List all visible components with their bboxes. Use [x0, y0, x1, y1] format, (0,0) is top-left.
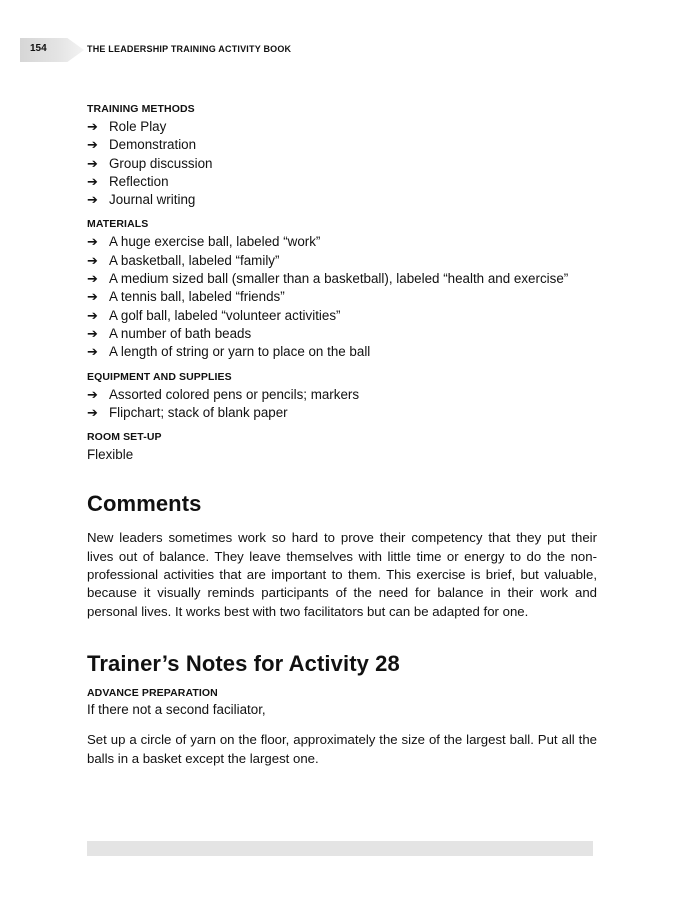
arrow-right-icon: ➔ — [87, 404, 98, 420]
list-item — [87, 155, 597, 173]
page-header — [0, 38, 678, 62]
list-item — [87, 173, 597, 191]
list-item — [87, 307, 597, 325]
list-item — [87, 343, 597, 361]
footer-bar — [87, 841, 593, 856]
list-item-text: Reflection — [109, 173, 169, 189]
trainer-notes-heading: Trainer’s Notes for Activity 28 — [87, 651, 400, 677]
list-item-text: A basketball, labeled “family” — [109, 252, 280, 268]
book-title: THE LEADERSHIP TRAINING ACTIVITY BOOK — [87, 44, 292, 54]
list-item — [87, 404, 597, 422]
arrow-right-icon: ➔ — [87, 137, 98, 153]
room-setup-value: Flexible — [87, 447, 134, 463]
list-item — [87, 191, 597, 209]
arrow-right-icon: ➔ — [87, 119, 98, 134]
list-item-text: A tennis ball, labeled “friends” — [109, 289, 285, 305]
list-item — [87, 136, 597, 154]
arrow-right-icon: ➔ — [87, 386, 98, 402]
list-item-text: Group discussion — [109, 155, 213, 171]
arrow-right-icon: ➔ — [87, 234, 98, 250]
list-item-text: Role Play — [109, 119, 167, 134]
materials-list — [87, 233, 597, 361]
list-item — [87, 118, 597, 136]
arrow-right-icon: ➔ — [87, 344, 98, 360]
list-item — [87, 252, 597, 270]
list-item-text: A medium sized ball (smaller than a basketball), labeled “health and exercise” — [109, 271, 569, 287]
arrow-right-icon: ➔ — [87, 307, 98, 323]
room-setup-label: ROOM SET-UP — [87, 431, 162, 444]
list-item — [87, 288, 597, 306]
page-number: 154 — [30, 43, 47, 54]
list-item-text: A huge exercise ball, labeled “work” — [109, 234, 321, 250]
advance-preparation-paragraph: Set up a circle of yarn on the floor, approximately the size of the largest ball. Put all the balls in a basket except the largest one. — [87, 732, 597, 766]
list-item-text: A golf ball, labeled “volunteer activities” — [109, 307, 341, 323]
arrow-right-icon: ➔ — [87, 192, 98, 208]
equipment-label: EQUIPMENT AND SUPPLIES — [87, 370, 232, 383]
list-item-text: A number of bath beads — [109, 325, 252, 341]
list-item-text: A length of string or yarn to place on the ball — [109, 344, 371, 360]
equipment-list — [87, 386, 597, 423]
list-item-text: Assorted colored pens or pencils; markers — [109, 386, 360, 402]
advance-preparation-line: If there not a second faciliator, — [87, 702, 266, 718]
list-item — [87, 233, 597, 251]
arrow-right-icon: ➔ — [87, 271, 98, 287]
arrow-right-icon: ➔ — [87, 289, 98, 305]
list-item-text: Journal writing — [109, 192, 196, 208]
advance-preparation-label: ADVANCE PREPARATION — [87, 687, 218, 700]
materials-label: MATERIALS — [87, 218, 149, 231]
comments-paragraph: New leaders sometimes work so hard to prove their competency that they put their lives out of balance. They leave themselves with little time or energy to do the non-professional activities that are important to them. This exercise is brief, but valuable, because it visually reminds participants of the need for balance in their work and personal lives. It works best with two facilitators but can be adapted for one. — [87, 530, 597, 619]
list-item — [87, 386, 597, 404]
comments-heading: Comments — [87, 491, 202, 517]
page-content — [87, 103, 597, 768]
arrow-right-icon: ➔ — [87, 252, 98, 268]
list-item-text: Flipchart; stack of blank paper — [109, 404, 288, 420]
arrow-right-icon: ➔ — [87, 155, 98, 171]
training-methods-list — [87, 118, 597, 209]
list-item — [87, 270, 597, 288]
list-item — [87, 325, 597, 343]
arrow-right-icon: ➔ — [87, 173, 98, 189]
arrow-right-icon: ➔ — [87, 325, 98, 341]
list-item-text: Demonstration — [109, 137, 197, 153]
training-methods-label: TRAINING METHODS — [87, 103, 195, 115]
